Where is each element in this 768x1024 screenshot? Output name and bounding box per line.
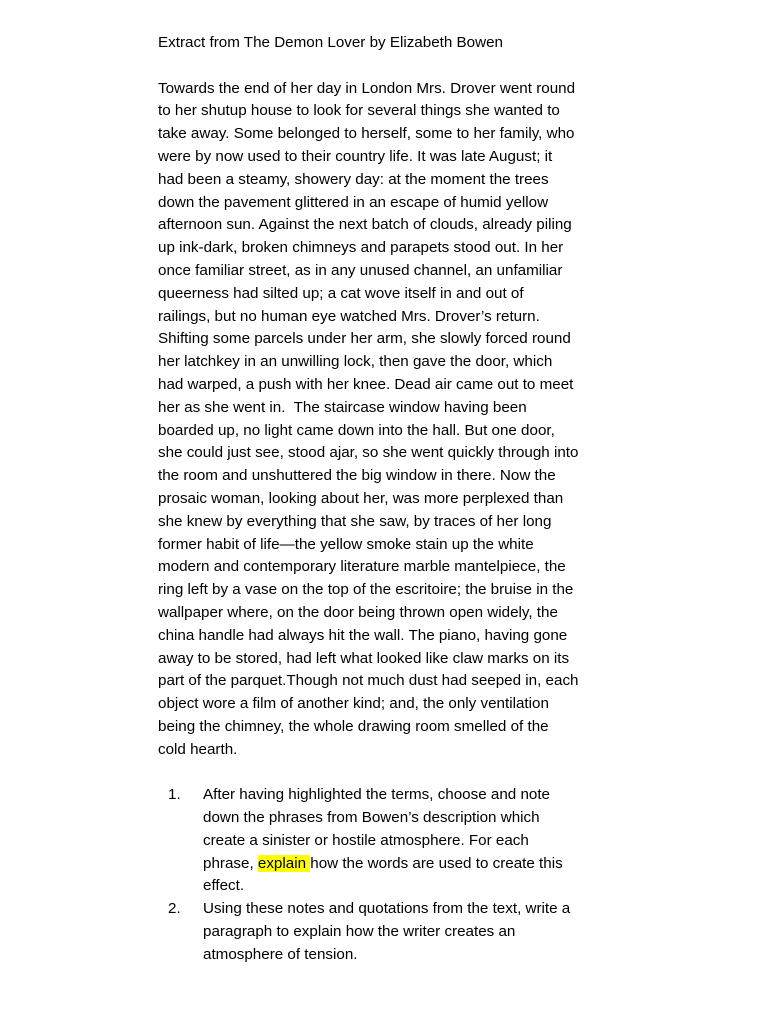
passage-line: Shifting some parcels under her arm, she slowly forced round <box>158 330 571 348</box>
passage-line: she knew by everything that she saw, by traces of her long <box>158 512 552 530</box>
passage-line: up ink-dark, broken chimneys and parapets stood out. In her <box>158 239 564 257</box>
task-line <box>203 853 628 876</box>
passage <box>158 78 628 762</box>
passage-line: her as she went in. The staircase window having been <box>158 398 527 416</box>
passage-line: boarded up, no light came down into the hall. But one door, <box>158 421 555 439</box>
task-line: down the phrases from Bowen’s description which <box>203 809 540 827</box>
task-item <box>158 898 628 966</box>
passage-line: were by now used to their country life. It was late August; it <box>158 147 553 165</box>
passage-line: modern and contemporary literature marble mantelpiece, the <box>158 558 566 576</box>
passage-line: former habit of life—the yellow smoke stain up the white <box>158 535 534 553</box>
passage-line: part of the parquet.Though not much dust had seeped in, each <box>158 672 579 690</box>
task-line: create a sinister or hostile atmosphere. For each <box>203 831 529 849</box>
passage-line: wallpaper where, on the door being thrown open widely, the <box>158 603 558 621</box>
passage-line: ring left by a vase on the top of the escritoire; the bruise in the <box>158 581 574 599</box>
task-line: After having highlighted the terms, choose and note <box>203 786 551 804</box>
passage-line: she could just see, stood ajar, so she went quickly through into <box>158 444 579 462</box>
task-line: atmosphere of tension. <box>203 945 358 963</box>
task-text: how the words are used to create this <box>310 854 563 872</box>
passage-line: Towards the end of her day in London Mrs. Drover went round <box>158 79 576 97</box>
passage-line: away to be stored, had left what looked like claw marks on its <box>158 649 570 667</box>
highlighted-term: explain <box>257 854 311 872</box>
passage-line: prosaic woman, looking about her, was more perplexed than <box>158 489 564 507</box>
task-number: 1. <box>168 786 181 804</box>
passage-line: down the pavement glittered in an escape of humid yellow <box>158 193 549 211</box>
passage-line: railings, but no human eye watched Mrs. Drover’s return. <box>158 307 540 325</box>
passage-line: once familiar street, as in any unused channel, an unfamiliar <box>158 261 563 279</box>
passage-line: had been a steamy, showery day: at the moment the trees <box>158 170 549 188</box>
task-line: effect. <box>203 877 245 895</box>
task-text: phrase, <box>203 854 258 872</box>
task-line: Using these notes and quotations from the text, write a <box>203 900 571 918</box>
passage-line: afternoon sun. Against the next batch of clouds, already piling <box>158 216 572 234</box>
passage-line: being the chimney, the whole drawing room smelled of the <box>158 717 549 735</box>
passage-line: take away. Some belonged to herself, some to her family, who <box>158 125 575 143</box>
passage-line: cold hearth. <box>158 740 238 758</box>
task-item <box>158 784 628 898</box>
passage-line: her latchkey in an unwilling lock, then gave the door, which <box>158 353 553 371</box>
passage-line: china handle had always hit the wall. The piano, having gone <box>158 626 568 644</box>
passage-line: queerness had silted up; a cat wove itself in and out of <box>158 284 524 302</box>
task-line: paragraph to explain how the writer creates an <box>203 923 516 941</box>
passage-line: the room and unshuttered the big window in there. Now the <box>158 467 556 485</box>
document-page <box>158 32 628 967</box>
passage-line: object wore a film of another kind; and, the only ventilation <box>158 695 549 713</box>
passage-line: had warped, a push with her knee. Dead air came out to meet <box>158 375 574 393</box>
document-title: Extract from The Demon Lover by Elizabeth Bowen <box>158 34 503 51</box>
task-number: 2. <box>168 900 181 918</box>
passage-line: to her shutup house to look for several things she wanted to <box>158 102 560 120</box>
task-list <box>158 784 628 966</box>
